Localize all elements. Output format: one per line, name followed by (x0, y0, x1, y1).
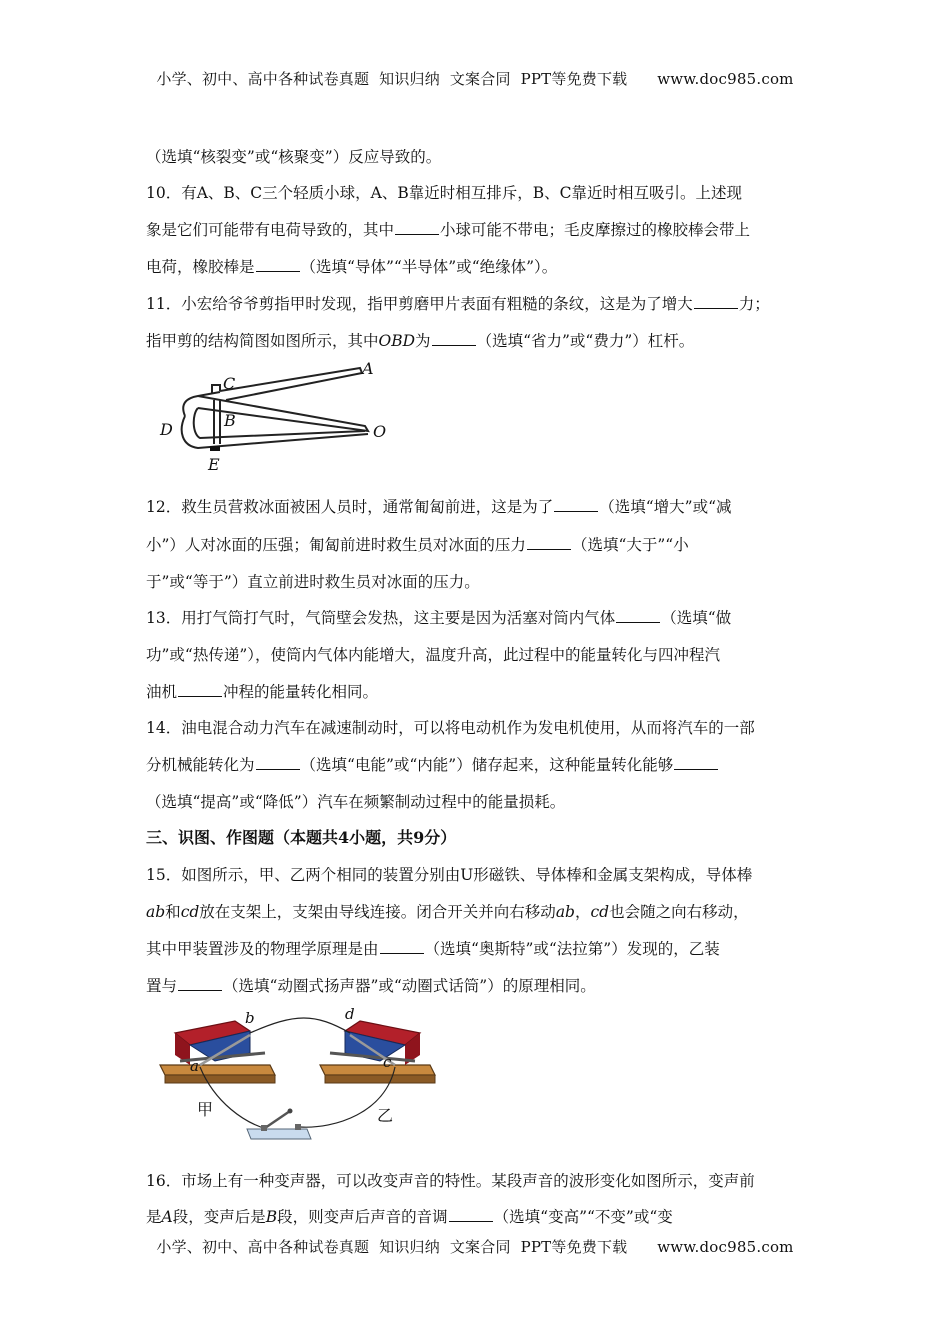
answer-blank[interactable] (616, 608, 660, 623)
switch-lever (265, 1111, 290, 1128)
q13-line2: 功”或“热传递”），使筒内气体内能增大，温度升高，此过程中的能量转化与四冲程汽 (146, 646, 721, 664)
answer-blank[interactable] (527, 535, 571, 550)
label-c: c (383, 1053, 392, 1071)
answer-blank[interactable] (178, 682, 222, 697)
answer-blank[interactable] (694, 294, 738, 309)
label-b: b (245, 1009, 255, 1027)
answer-blank[interactable] (256, 257, 300, 272)
switch-base (247, 1129, 311, 1139)
q11-line1: 11．小宏给爷爷剪指甲时发现，指甲剪磨甲片表面有粗糙的条纹，这是为了增大 力； (146, 295, 770, 313)
q16-line2: 是A段，变声后是B段，则变声后声音的音调 （选填“变高”“不变”或“变 (146, 1208, 673, 1226)
q13-line1: 13．用打气筒打气时，气筒壁会发热，这主要是因为活塞对筒内气体 （选填“做 (146, 609, 732, 627)
base-jia (160, 1065, 275, 1075)
label-yi: 乙 (377, 1106, 394, 1125)
q10-line2: 象是它们可能带有电荷导致的，其中 小球可能不带电；毛皮摩擦过的橡胶棒会带上 (146, 221, 751, 239)
answer-blank[interactable] (432, 331, 476, 346)
nail-clipper-diagram (150, 356, 410, 480)
page-header (0, 68, 950, 89)
answer-blank[interactable] (256, 755, 300, 770)
header-text: 小学、初中、高中各种试卷真题 知识归纳 文案合同 PPT等免费下载 (156, 70, 628, 88)
header-url: www.doc985.com (657, 70, 794, 88)
label-c: C (223, 374, 236, 393)
q10-line1: 10．有A、B、C三个轻质小球，A、B靠近时相互排斥，B、C靠近时相互吸引。上述现 (146, 184, 743, 202)
answer-blank[interactable] (449, 1207, 493, 1222)
label-a: A (362, 359, 374, 378)
label-a: a (190, 1057, 199, 1075)
q12-line1: 12．救生员营救冰面被困人员时，通常匍匐前进，这是为了 （选填“增大”或“减 (146, 498, 732, 516)
wire-top (250, 1018, 350, 1033)
electromagnetic-apparatus-diagram (155, 1003, 445, 1151)
q10-line3: 电荷，橡胶棒是 （选填“导体”“半导体”或“绝缘体”）。 (146, 258, 558, 276)
q12-line2: 小”）人对冰面的压强；匍匐前进时救生员对冰面的压力 （选填“大于”“小 (146, 536, 689, 554)
q11-line2: 指甲剪的结构简图如图所示，其中OBD为 （选填“省力”或“费力”）杠杆。 (146, 332, 695, 350)
base-jia-side (165, 1075, 275, 1083)
switch-knob (288, 1109, 293, 1114)
base-yi-side (325, 1075, 435, 1083)
label-b: B (224, 411, 236, 430)
q15-line3: 其中甲装置涉及的物理学原理是由 （选填“奥斯特”或“法拉第”）发现的，乙装 (146, 940, 720, 958)
footer-text: 小学、初中、高中各种试卷真题 知识归纳 文案合同 PPT等免费下载 (156, 1238, 628, 1256)
section-heading: 三、识图、作图题（本题共4小题，共9分） (146, 828, 457, 847)
q13-line3: 油机 冲程的能量转化相同。 (146, 683, 379, 701)
answer-blank[interactable] (380, 939, 424, 954)
label-d: d (345, 1005, 355, 1023)
answer-blank[interactable] (395, 220, 439, 235)
lever-arm (220, 368, 362, 400)
base-yi (320, 1065, 435, 1075)
answer-blank[interactable] (554, 497, 598, 512)
answer-blank[interactable] (674, 755, 718, 770)
q16-line1: 16．市场上有一种变声器，可以改变声音的特性。某段声音的波形变化如图所示，变声前 (146, 1172, 755, 1190)
q14-line1: 14．油电混合动力汽车在减速制动时，可以将电动机作为发电机使用，从而将汽车的一部 (146, 719, 755, 737)
page-footer (0, 1236, 950, 1257)
label-e: E (208, 455, 220, 474)
label-d: D (160, 420, 173, 439)
q15-line1: 15．如图所示，甲、乙两个相同的装置分别由U形磁铁、导体棒和金属支架构成，导体棒 (146, 866, 753, 884)
label-o: O (373, 422, 387, 441)
switch-terminal (295, 1124, 301, 1130)
footer-url: www.doc985.com (657, 1238, 794, 1256)
q15-line2: ab和cd放在支架上，支架由导线连接。闭合开关并向右移动ab，cd也会随之向右移动， (146, 903, 749, 921)
answer-blank[interactable] (178, 976, 222, 991)
q12-line3: 于”或“等于”）直立前进时救生员对冰面的压力。 (146, 573, 480, 591)
q14-line3: （选填“提高”或“降低”）汽车在频繁制动过程中的能量损耗。 (146, 793, 566, 811)
switch-terminal (261, 1125, 267, 1131)
label-jia: 甲 (197, 1100, 214, 1119)
q14-line2: 分机械能转化为 （选填“电能”或“内能”）储存起来，这种能量转化能够 (146, 754, 719, 776)
point-e-mark (210, 446, 220, 451)
q15-line4: 置与 （选填“动圈式扬声器”或“动圈式话筒”）的原理相同。 (146, 977, 596, 995)
q9-tail: （选填“核裂变”或“核聚变”）反应导致的。 (146, 148, 442, 166)
